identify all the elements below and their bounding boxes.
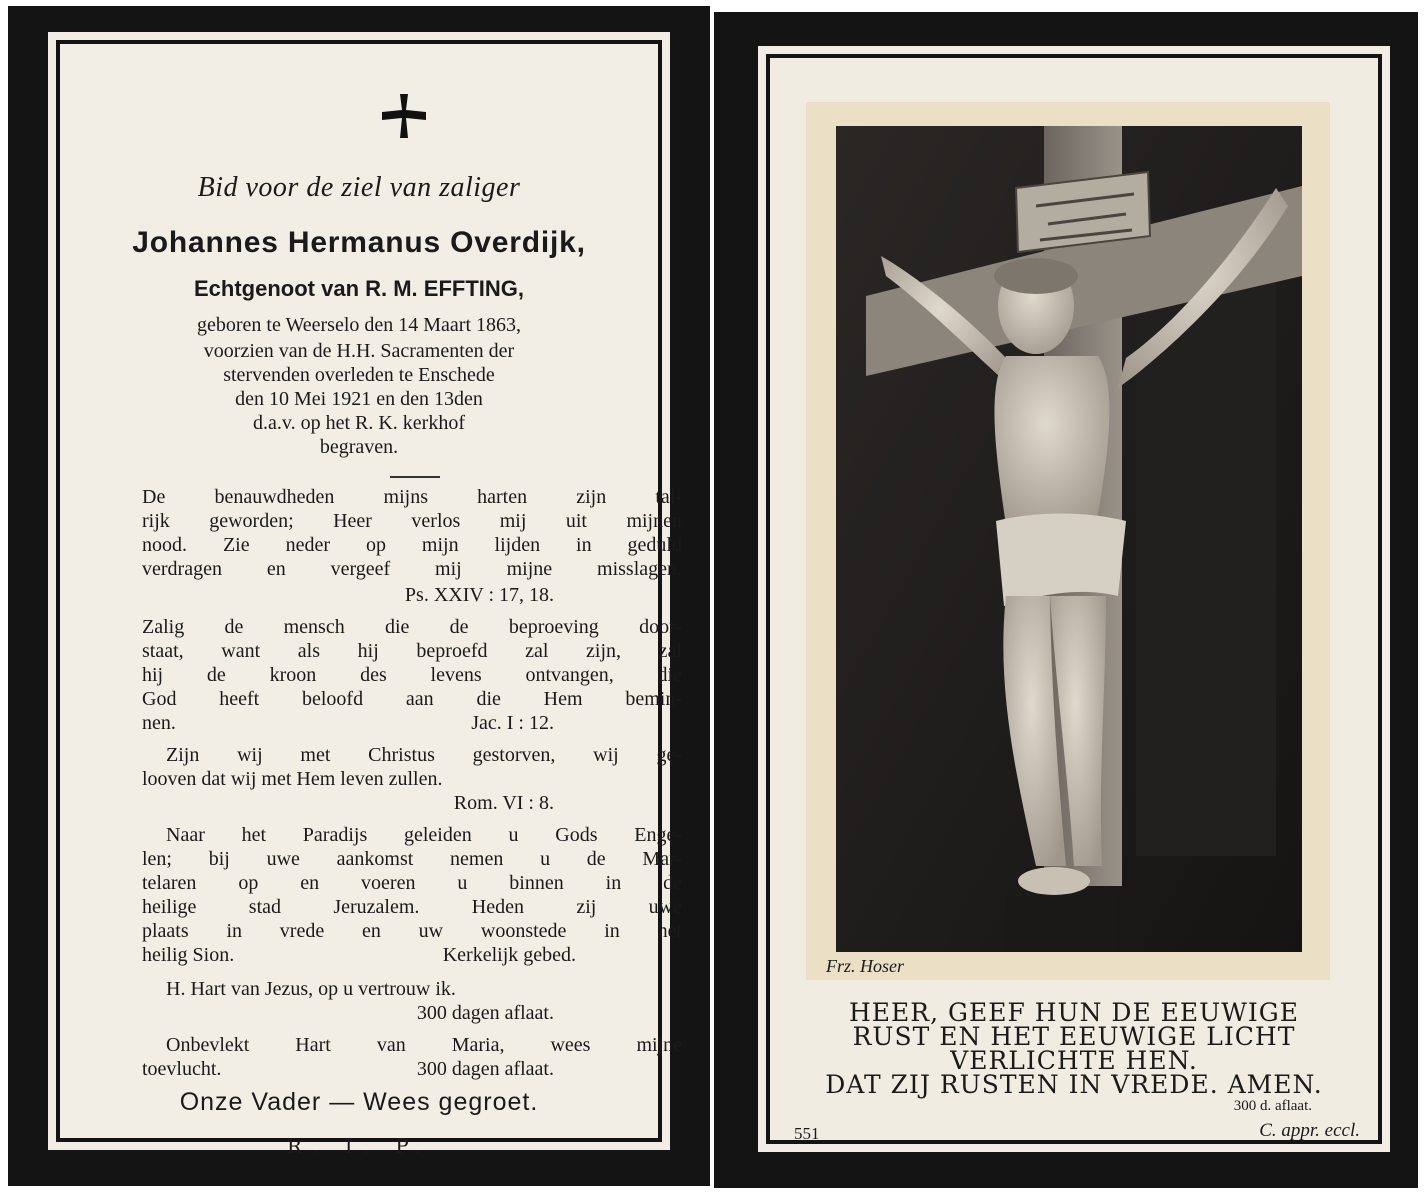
verse-line: Naar het Paradijs geleiden u Gods Enge-: [166, 824, 682, 846]
prayer-line: DAT ZIJ RUSTEN IN VREDE. AMEN.: [825, 1070, 1323, 1099]
verse-line: rijk geworden; Heer verlos mij uit mijnen: [142, 510, 682, 532]
verse-line: nen.: [142, 712, 176, 734]
card-text-panel: [56, 40, 682, 1158]
prayer-line: VERLICHTE HEN.: [950, 1046, 1198, 1075]
verse-line: God heeft beloofd aan die Hem bemin-: [142, 688, 682, 710]
bio-line: voorzien van de H.H. Sacramenten der: [203, 340, 515, 362]
verse-line: nood. Zie neder op mijn lijden in geduld: [142, 534, 682, 556]
scripture-reference: Rom. VI : 8.: [453, 792, 554, 814]
indulgence-note: 300 dagen aflaat.: [416, 1058, 554, 1080]
verse-line: len; bij uwe aankomst nemen u de Mar-: [142, 848, 682, 870]
bio-line: stervenden overleden te Enschede: [223, 364, 495, 386]
cross-icon: [382, 94, 426, 138]
prayer-line: HEER, GEEF HUN DE EEUWIGE: [848, 998, 1300, 1027]
verse-line: Zalig de mensch die de beproeving door-: [142, 616, 682, 638]
ecclesiastical-approval: C. appr. eccl.: [1259, 1120, 1360, 1141]
indulgence-note: 300 dagen aflaat.: [416, 1002, 554, 1024]
indulgence-note: 300 d. aflaat.: [1233, 1098, 1312, 1114]
card-number: 551: [794, 1124, 820, 1143]
artist-credit: Frz. Hoser: [826, 956, 905, 976]
ejaculation-line: toevlucht.: [142, 1058, 222, 1080]
verse-line: heilig Sion.: [142, 944, 235, 966]
spouse-line: Echtgenoot van R. M. EFFTING,: [194, 276, 524, 301]
verse-line: looven dat wij met Hem leven zullen.: [142, 768, 443, 790]
memorial-card-front: [8, 6, 710, 1186]
card-border-frame: [758, 46, 1390, 1152]
memorial-card-back: [714, 12, 1418, 1188]
divider-line: [390, 476, 440, 478]
verse-line: plaats in vrede en uw woonstede in het: [142, 920, 682, 942]
scripture-reference: Jac. I : 12.: [471, 712, 554, 734]
prayer-line: RUST EN HET EEUWIGE LICHT: [852, 1022, 1296, 1051]
ejaculation-line: Onbevlekt Hart van Maria, wees mijne: [166, 1034, 682, 1056]
invocation-heading: Bid voor de ziel van zaliger: [197, 172, 521, 203]
verse-line: telaren op en voeren u binnen in de: [142, 872, 682, 894]
deceased-name: Johannes Hermanus Overdijk,: [132, 226, 586, 259]
verse-line: hij de kroon des levens ontvangen, die: [142, 664, 682, 686]
bio-line: begraven.: [319, 436, 399, 458]
bio-line: geboren te Weerselo den 14 Maart 1863,: [196, 314, 522, 336]
verse-line: Zijn wij met Christus gestorven, wij ge-: [166, 744, 682, 766]
scripture-reference: Kerkelijk gebed.: [442, 944, 576, 966]
card-border-frame: [48, 32, 682, 1158]
closing-prayers: Onze Vader — Wees gegroet.: [179, 1088, 539, 1116]
crucifix-image: [836, 126, 1302, 952]
scripture-reference: Ps. XXIV : 17, 18.: [404, 584, 554, 606]
ejaculation-line: H. Hart van Jezus, op u vertrouw ik.: [166, 978, 456, 1000]
card-image-panel: [766, 54, 1382, 1144]
bio-line: d.a.v. op het R. K. kerkhof: [253, 412, 465, 434]
rip-text: R. I. P.: [286, 1134, 432, 1158]
verse-line: heilige stad Jeruzalem. Heden zij uwe: [142, 896, 682, 918]
verse-line: De benauwdheden mijns harten zijn tal-: [142, 486, 682, 508]
verse-line: verdragen en vergeef mij mijne misslagen.: [142, 558, 682, 580]
verse-line: staat, want als hij beproefd zal zijn, zal: [142, 640, 682, 662]
bio-line: den 10 Mei 1921 en den 13den: [235, 388, 483, 410]
